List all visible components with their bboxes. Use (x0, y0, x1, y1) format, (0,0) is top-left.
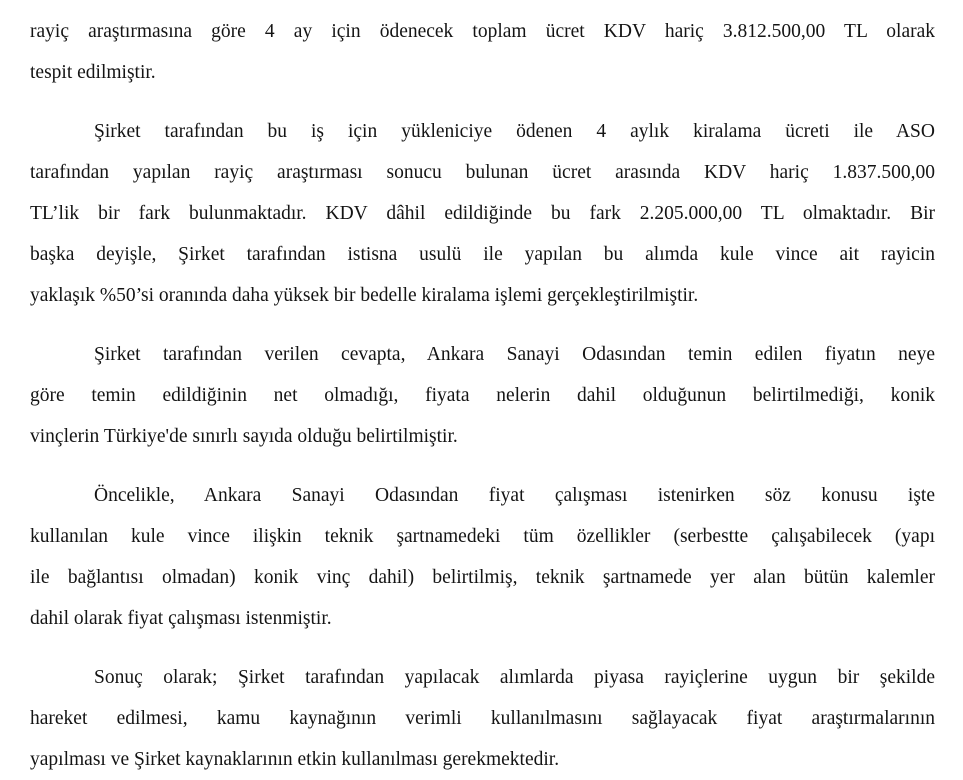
text-line: Şirket tarafından bu iş için yükleniciye ödenen 4 aylık kiralama ücreti ile ASO (94, 121, 935, 142)
paragraph (30, 475, 935, 639)
text-line: tarafından yapılan rayiç araştırması sonucu bulunan ücret arasında KDV hariç 1.837.500,00 (30, 162, 935, 183)
text-line: vinçlerin Türkiye'de sınırlı sayıda olduğu belirtilmiştir. (30, 426, 458, 447)
text-line: göre temin edildiğinin net olmadığı, fiyata nelerin dahil olduğunun belirtilmediği, konik (30, 385, 935, 406)
paragraph (30, 657, 935, 780)
paragraph (30, 111, 935, 316)
text-line: Öncelikle, Ankara Sanayi Odasından fiyat çalışması istenirken söz konusu işte (94, 485, 935, 506)
paragraph (30, 334, 935, 457)
text-line: Sonuç olarak; Şirket tarafından yapılacak alımlarda piyasa rayiçlerine uygun bir şekilde (94, 667, 935, 688)
text-line: dahil olarak fiyat çalışması istenmiştir. (30, 608, 332, 629)
text-line: ile bağlantısı olmadan) konik vinç dahil) belirtilmiş, teknik şartnamede yer alan bütün kalemler (30, 567, 935, 588)
paragraph (30, 11, 935, 93)
text-line: kullanılan kule vince ilişkin teknik şartnamedeki tüm özellikler (serbestte çalışabilecek (yapı (30, 526, 935, 547)
text-line: TL’lik bir fark bulunmaktadır. KDV dâhil edildiğinde bu fark 2.205.000,00 TL olmaktadır. Bir (30, 203, 935, 224)
text-line: Şirket tarafından verilen cevapta, Ankara Sanayi Odasından temin edilen fiyatın neye (94, 344, 935, 365)
text-line: rayiç araştırmasına göre 4 ay için ödenecek toplam ücret KDV hariç 3.812.500,00 TL olarak (30, 21, 935, 42)
text-line: yapılması ve Şirket kaynaklarının etkin kullanılması gerekmektedir. (30, 749, 560, 770)
text-line: başka deyişle, Şirket tarafından istisna usulü ile yapılan bu alımda kule vince ait rayicin (30, 244, 935, 265)
text-line: yaklaşık %50’si oranında daha yüksek bir bedelle kiralama işlemi gerçekleştirilmiştir. (30, 285, 699, 306)
text-line: tespit edilmiştir. (30, 62, 156, 83)
text-line: hareket edilmesi, kamu kaynağının verimli kullanılmasını sağlayacak fiyat araştırmalarının (30, 708, 935, 729)
